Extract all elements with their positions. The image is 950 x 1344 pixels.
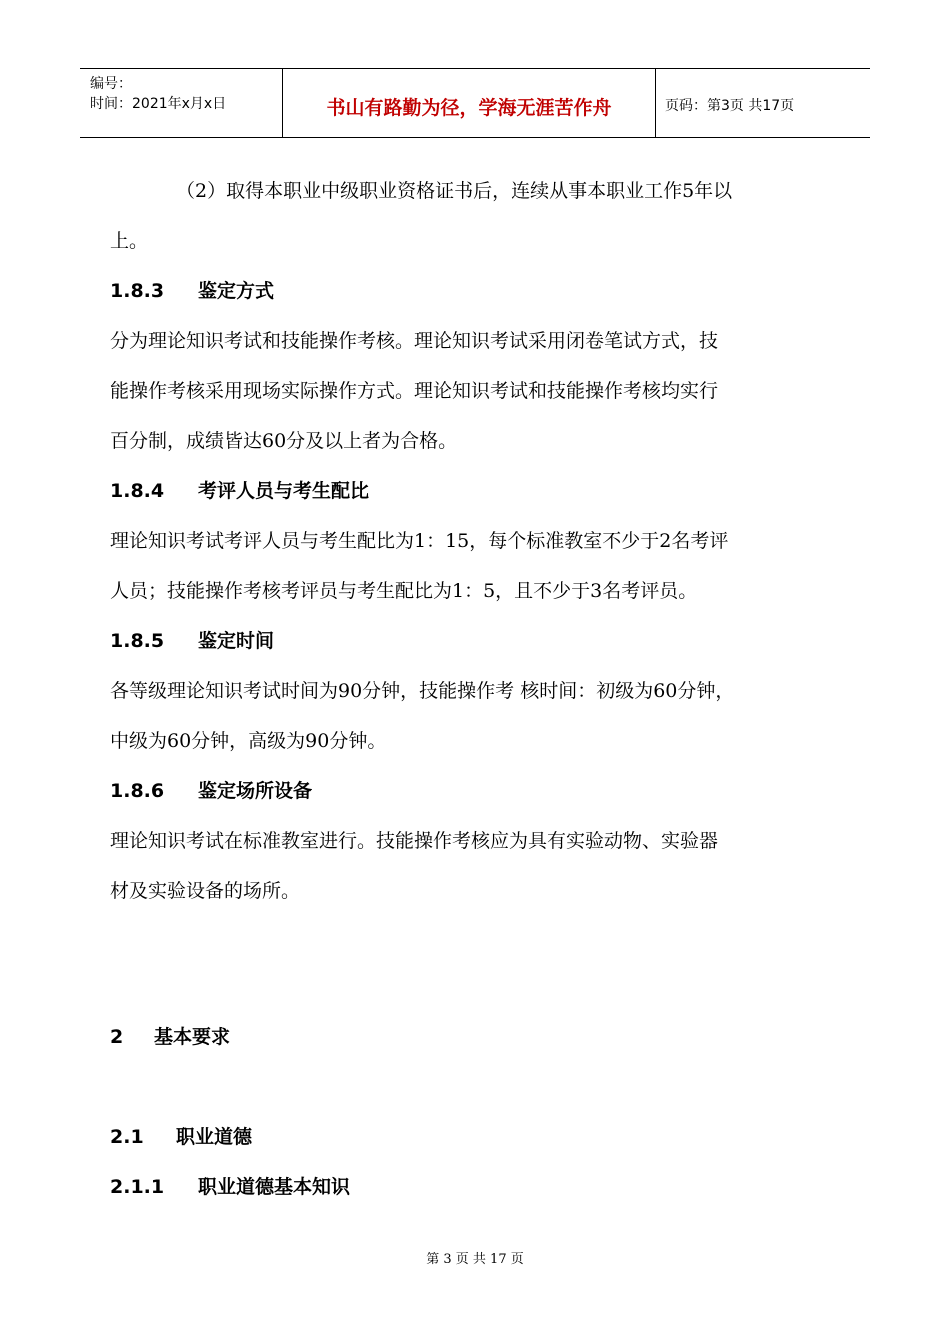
section-title: 职业道德基本知识 xyxy=(198,1176,351,1198)
section-title: 鉴定时间 xyxy=(198,630,275,652)
section-title: 鉴定场所设备 xyxy=(198,780,313,802)
section-heading-1-8-5 xyxy=(110,626,274,653)
document-date: 时间：2021年x月x日 xyxy=(90,96,227,112)
paragraph-line: （2）取得本职业中级职业资格证书后，连续从事本职业工作5年以 xyxy=(176,180,733,202)
section-number: 2 xyxy=(110,1026,124,1048)
section-title: 基本要求 xyxy=(154,1026,231,1048)
paragraph-line: 能操作考核采用现场实际操作方式。理论知识考试和技能操作考核均实行 xyxy=(110,380,719,402)
page-header xyxy=(80,68,870,138)
paragraph-line: 人员；技能操作考核考评员与考生配比为1：5，且不少于3名考评员。 xyxy=(110,580,698,602)
paragraph-line: 分为理论知识考试和技能操作考核。理论知识考试采用闭卷笔试方式，技 xyxy=(110,330,719,352)
section-title: 鉴定方式 xyxy=(198,280,275,302)
header-motto: 书山有路勤为径，学海无涯苦作舟 xyxy=(326,97,612,119)
section-title: 职业道德 xyxy=(176,1126,253,1148)
paragraph-line: 上。 xyxy=(110,230,149,252)
section-number: 1.8.6 xyxy=(110,780,165,802)
paragraph-line: 各等级理论知识考试时间为90分钟，技能操作考 核时间：初级为60分钟， xyxy=(110,680,735,702)
paragraph-line: 材及实验设备的场所。 xyxy=(110,880,301,902)
header-meta-cell xyxy=(80,69,282,137)
page-footer: 第 3 页 共 17 页 xyxy=(426,1252,524,1267)
section-title: 考评人员与考生配比 xyxy=(198,480,370,502)
section-heading-2-1 xyxy=(110,1122,252,1149)
section-heading-1-8-6 xyxy=(110,776,312,803)
section-heading-2 xyxy=(110,1022,230,1049)
header-page-info: 页码：第3页 共17页 xyxy=(665,98,795,114)
paragraph-line: 理论知识考试考评人员与考生配比为1：15，每个标准教室不少于2名考评 xyxy=(110,530,729,552)
section-heading-1-8-3 xyxy=(110,276,274,303)
paragraph-line: 中级为60分钟，高级为90分钟。 xyxy=(110,730,387,752)
section-number: 1.8.4 xyxy=(110,480,165,502)
section-number: 1.8.3 xyxy=(110,280,165,302)
section-heading-1-8-4 xyxy=(110,476,369,503)
section-heading-2-1-1 xyxy=(110,1172,350,1199)
paragraph-line: 百分制，成绩皆达60分及以上者为合格。 xyxy=(110,430,458,452)
header-page-cell xyxy=(655,69,870,137)
document-code-label: 编号： xyxy=(90,76,132,92)
section-number: 2.1 xyxy=(110,1126,144,1148)
section-number: 2.1.1 xyxy=(110,1176,165,1198)
header-motto-cell xyxy=(282,69,656,137)
section-number: 1.8.5 xyxy=(110,630,165,652)
paragraph-line: 理论知识考试在标准教室进行。技能操作考核应为具有实验动物、实验器 xyxy=(110,830,719,852)
